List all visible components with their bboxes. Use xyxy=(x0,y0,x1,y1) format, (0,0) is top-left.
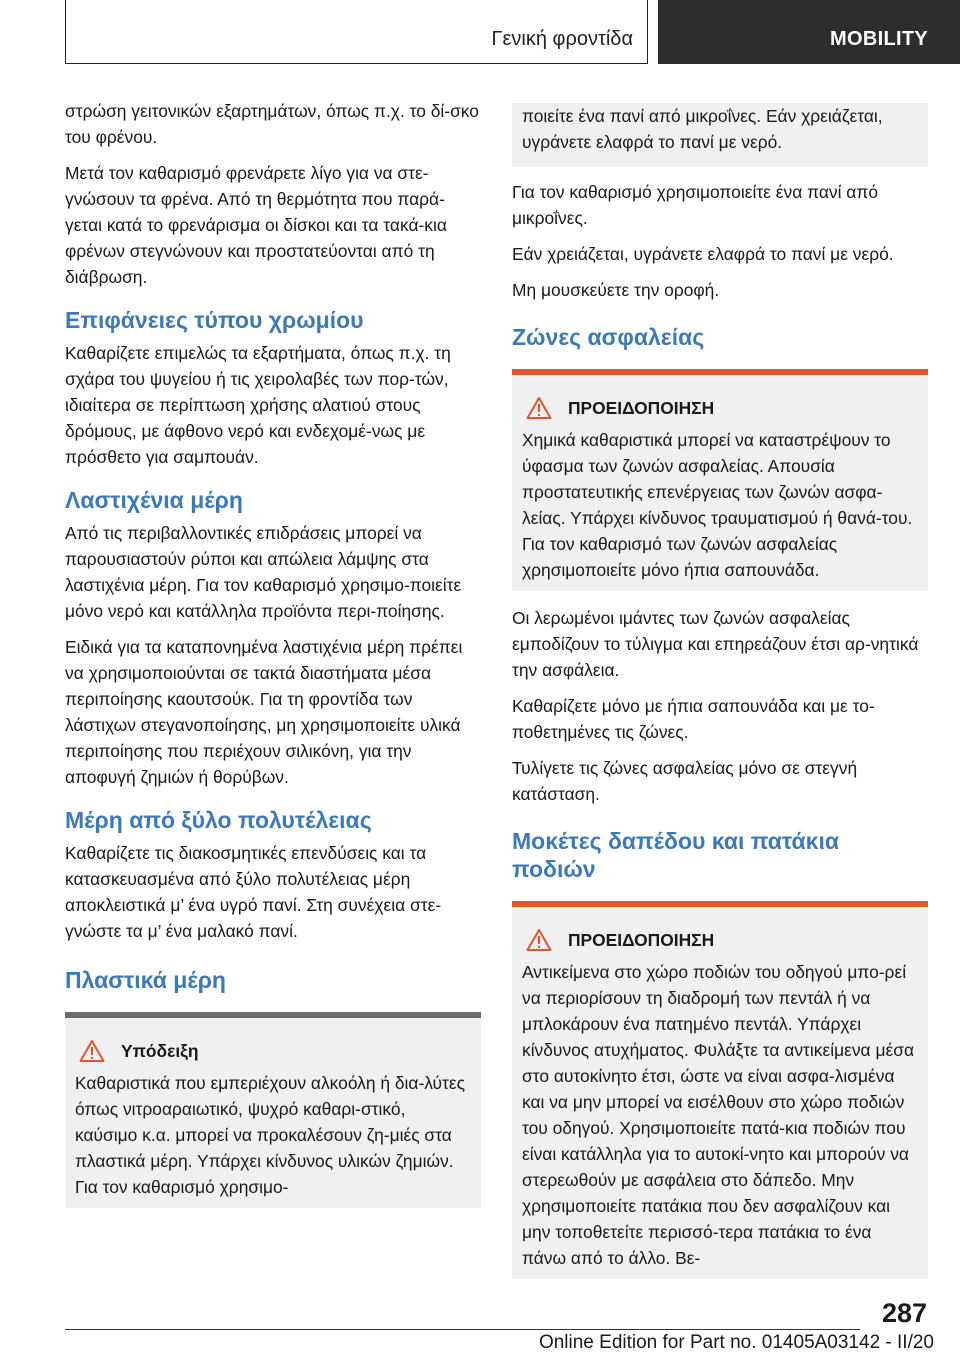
heading-wood: Μέρη από ξύλο πολυτέλειας xyxy=(65,807,372,833)
footer-divider xyxy=(65,1329,860,1330)
warning-title-mats: ΠΡΟΕΙΔΟΠΟΙΗΣΗ xyxy=(568,930,715,950)
right-column xyxy=(512,103,928,1293)
page-number: 287 xyxy=(881,1298,927,1328)
chapter-title: MOBILITY xyxy=(830,28,928,50)
heading-plastic: Πλαστικά μέρη xyxy=(65,967,226,993)
warning-title-row-belts xyxy=(522,395,918,421)
chapter-tab xyxy=(658,0,960,64)
paragraph-roof: Μη μουσκεύετε την οροφή. xyxy=(512,280,720,300)
note-title: Υπόδειξη xyxy=(121,1041,199,1061)
paragraph-microfiber: Για τον καθαρισμό χρησιμοποιείτε ένα πανί από μικροΐνες. xyxy=(512,182,879,228)
paragraph-belts-dirty: Οι λερωμένοι ιμάντες των ζωνών ασφαλείας εμποδίζουν το τύλιγμα και επηρεάζουν έτσι αρ-νητικά την ασφάλεια. xyxy=(512,608,919,680)
paragraph-brake-dry: Μετά τον καθαρισμό φρενάρετε λίγο για να στε-γνώσουν τα φρένα. Από τη θερμότητα που παρά-γεται κατά το φρενάρισμα οι δίσκοι και τα τακά-κια φρένων στεγνώνουν και προστατεύονται από τη διάβρωση. xyxy=(65,163,447,287)
heading-chrome: Επιφάνειες τύπου χρωμίου xyxy=(65,307,364,333)
section-title: Γενική φροντίδα xyxy=(491,28,633,50)
warning-title-row-mats xyxy=(522,927,918,953)
heading-mats: Μοκέτες δαπέδου και πατάκια ποδιών xyxy=(512,828,839,882)
warning-triangle-icon xyxy=(79,1039,105,1063)
section-tab xyxy=(65,0,648,64)
note-continuation xyxy=(512,103,928,167)
note-continuation-text: ποιείτε ένα πανί από μικροΐνες. Εάν χρειάζεται, υγράνετε ελαφρά το πανί με νερό. xyxy=(522,106,883,152)
warning-triangle-icon xyxy=(526,396,552,420)
warning-box-mats xyxy=(512,901,928,1279)
edition-footer: Online Edition for Part no. 01405A03142 - II/20 xyxy=(538,1332,934,1353)
paragraph-rubber-2: Ειδικά για τα καταπονημένα λαστιχένια μέρη πρέπει να χρησιμοποιούνται σε τακτά διαστήματα μέσα περιποίησης καουτσούκ. Για τη φροντίδα των λάστιχων στεγανοποίησης, μη χρησιμοποιείτε υλικά περιποίησης που περιέχουν σιλικόνη, για την αποφυγή ζημιών ή θορύβων. xyxy=(65,637,463,787)
paragraph-moisten: Εάν χρειάζεται, υγράνετε ελαφρά το πανί με νερό. xyxy=(512,244,894,264)
paragraph-chrome: Καθαρίζετε επιμελώς τα εξαρτήματα, όπως π.χ. τη σχάρα του ψυγείου ή τις χειρολαβές των πορ-τών, ιδιαίτερα σε περίπτωση χρήσης αλατιού στους δρόμους, με άφθονο νερό και ενδεχομέ-νως με πρόσθετο για σαμπουάν. xyxy=(65,343,451,467)
warning-body-belts: Χημικά καθαριστικά μπορεί να καταστρέψουν το ύφασμα των ζωνών ασφαλείας. Απουσία προστατευτικής επενέργειας των ζωνών ασφα-λείας. Υπάρχει κίνδυνος τραυματισμού ή θανά-του. Για τον καθαρισμό των ζωνών ασφαλείας χρησιμοποιείτε μόνο ήπια σαπουνάδα. xyxy=(522,430,913,580)
warning-box-belts xyxy=(512,369,928,591)
paragraph-brake-disc: στρώση γειτονικών εξαρτημάτων, όπως π.χ. το δί-σκο του φρένου. xyxy=(65,101,479,147)
paragraph-belts-dry: Τυλίγετε τις ζώνες ασφαλείας μόνο σε στεγνή κατάσταση. xyxy=(512,758,858,804)
note-body: Καθαριστικά που εμπεριέχουν αλκοόλη ή δια-λύτες όπως νιτροαραιωτικό, ψυχρό καθαρι-στικό, καύσιμο κ.α. μπορεί να προκαλέσουν ζη-μιές στα πλαστικά μέρη. Υπάρχει κίνδυνος υλικών ζημιών. Για τον καθαρισμό χρησιμο- xyxy=(75,1073,466,1197)
warning-body-mats: Αντικείμενα στο χώρο ποδιών του οδηγού μπο-ρεί να περιορίσουν τη διαδρομή των πεντάλ ή να μπλοκάρουν ένα πατημένο πεντάλ. Υπάρχει κίνδυνος ατυχήματος. Φυλάξτε τα αντικείμενα μέσα στο αυτοκίνητο έτσι, ώστε να είναι ασφα-λισμένα και να μην μπορεί να εισέλθουν στο χώρο ποδιών του οδηγού. Χρησιμοποιείτε πατά-κια ποδιών που είναι κατάλληλα για το αυτοκί-νητο και μπορούν να στερεωθούν με ασφάλεια στο δάπεδο. Μην χρησιμοποιείτε πατάκια που δεν ασφαλίζουν και μην τοποθετείτε περισσό-τερα πατάκια το ένα πάνω από το άλλο. Βε- xyxy=(522,962,915,1268)
paragraph-belts-clean: Καθαρίζετε μόνο με ήπια σαπουνάδα και με το-ποθετημένες τις ζώνες. xyxy=(512,696,875,742)
left-column xyxy=(65,98,481,1208)
note-box xyxy=(65,1012,481,1208)
warning-triangle-icon xyxy=(526,928,552,952)
page-header xyxy=(0,0,960,66)
heading-rubber: Λαστιχένια μέρη xyxy=(65,487,243,513)
warning-title-belts: ΠΡΟΕΙΔΟΠΟΙΗΣΗ xyxy=(568,398,715,418)
paragraph-rubber-1: Από τις περιβαλλοντικές επιδράσεις μπορεί να παρουσιαστούν ρύποι και απώλεια λάμψης στα λαστιχένια μέρη. Για τον καθαρισμό χρησιμο-ποιείτε μόνο νερό και κατάλληλα προϊόντα περι-ποίησης. xyxy=(65,523,462,621)
paragraph-wood: Καθαρίζετε τις διακοσμητικές επενδύσεις και τα κατασκευασμένα από ξύλο πολυτέλειας μέρη αποκλειστικά μ’ ένα υγρό πανί. Στη συνέχεια στε-γνώστε τα μ’ ένα μαλακό πανί. xyxy=(65,843,442,941)
heading-belts: Ζώνες ασφαλείας xyxy=(512,324,705,350)
note-title-row xyxy=(75,1038,471,1064)
